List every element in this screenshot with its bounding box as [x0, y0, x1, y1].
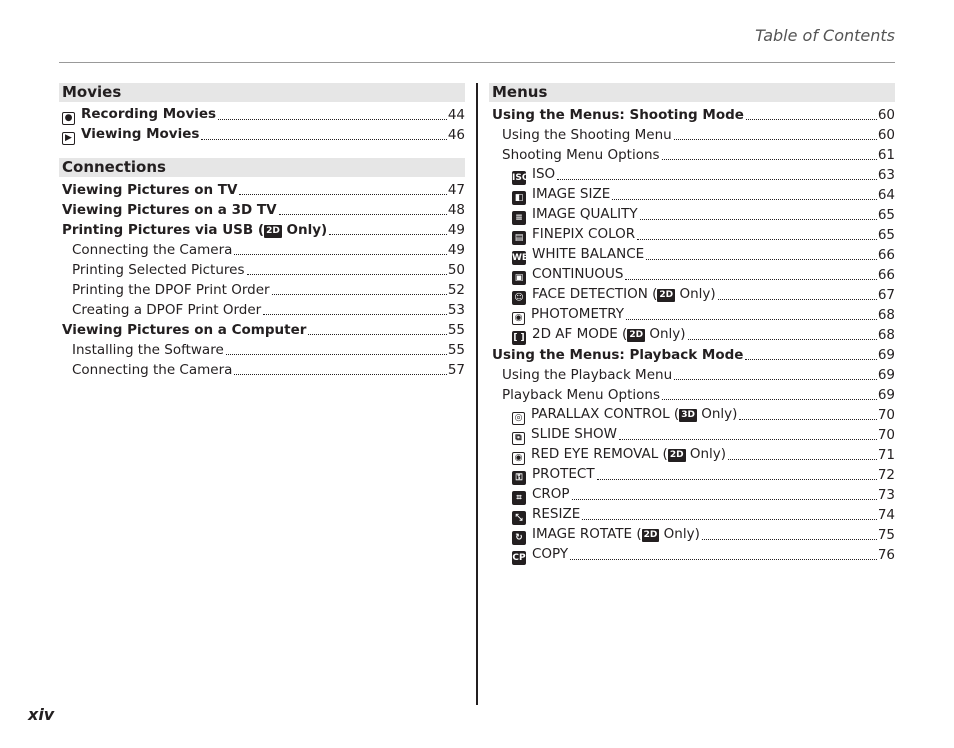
- movie-camera-icon: ●: [62, 112, 75, 125]
- toc-entry[interactable]: Using the Menus: Playback Mode 69: [492, 347, 895, 363]
- toc-entry[interactable]: Creating a DPOF Print Order 53: [72, 302, 465, 318]
- finepix-color-icon: ▤: [512, 231, 526, 245]
- section-title-connections: Connections: [59, 158, 465, 177]
- face-detection-icon: ☺: [512, 291, 526, 305]
- toc-entry[interactable]: CP COPY 76: [512, 546, 895, 563]
- section-title-movies: Movies: [59, 83, 465, 102]
- toc-page-number: 46: [447, 127, 465, 143]
- toc-entry[interactable]: Shooting Menu Options 61: [502, 147, 895, 163]
- header-rule: [59, 62, 895, 63]
- toc-entry[interactable]: ◎ PARALLAX CONTROL ( 3D Only) 70: [489, 405, 895, 425]
- section-title-menus: Menus: [489, 83, 895, 102]
- toc-entry[interactable]: Using the Playback Menu 69: [502, 367, 895, 383]
- image-quality-icon: ≡: [512, 211, 526, 225]
- toc-entry[interactable]: Viewing Pictures on a 3D TV 48: [62, 202, 465, 218]
- column-divider: [476, 83, 478, 705]
- 3d-badge-icon: 3D: [681, 410, 695, 420]
- toc-entry[interactable]: Using the Shooting Menu 60: [502, 127, 895, 143]
- iso-icon: ISO: [512, 173, 530, 183]
- continuous-icon: ▣: [512, 271, 526, 285]
- toc-entry[interactable]: ▤ FINEPIX COLOR 65: [489, 225, 895, 245]
- red-eye-removal-icon: ◉: [512, 452, 525, 465]
- toc-entry[interactable]: ▣ CONTINUOUS 66: [489, 265, 895, 285]
- 2d-badge-icon: 2D: [266, 226, 280, 236]
- left-column: [59, 83, 465, 380]
- play-icon: ▶: [62, 132, 75, 145]
- toc-entry[interactable]: ⤡ RESIZE 74: [489, 505, 895, 525]
- toc-entry[interactable]: ▶ Viewing Movies 46: [59, 125, 465, 145]
- white-balance-icon: WB: [512, 253, 529, 263]
- toc-entry[interactable]: WB WHITE BALANCE 66: [512, 246, 895, 263]
- slide-show-icon: ⧉: [512, 432, 525, 445]
- crop-icon: ⌗: [512, 491, 526, 505]
- 2d-badge-icon: 2D: [629, 330, 644, 340]
- protect-icon: ⚿: [512, 471, 526, 485]
- toc-entry[interactable]: Installing the Software 55: [72, 342, 465, 358]
- photometry-icon: ◉: [512, 312, 525, 325]
- toc-entry[interactable]: Printing Pictures via USB ( 2D Only) 49: [62, 222, 465, 238]
- toc-entry[interactable]: ⚿ PROTECT 72: [489, 465, 895, 485]
- toc-entry[interactable]: Using the Menus: Shooting Mode 60: [492, 107, 895, 123]
- copy-icon: CP: [512, 553, 526, 563]
- toc-entry[interactable]: ◉ RED EYE REMOVAL ( 2D Only) 71: [489, 445, 895, 465]
- page-number: xiv: [28, 705, 55, 724]
- toc-entry[interactable]: ISO ISO 63: [512, 166, 895, 183]
- toc-entry[interactable]: ≡ IMAGE QUALITY 65: [489, 205, 895, 225]
- 2d-badge-icon: 2D: [669, 450, 684, 460]
- 2d-badge-icon: 2D: [643, 530, 658, 540]
- toc-page-number: 44: [447, 107, 465, 123]
- toc-entry[interactable]: Printing the DPOF Print Order 52: [72, 282, 465, 298]
- toc-entry[interactable]: ↻ IMAGE ROTATE ( 2D Only) 75: [489, 525, 895, 545]
- toc-entry[interactable]: Viewing Pictures on TV 47: [62, 182, 465, 198]
- resize-icon: ⤡: [512, 511, 526, 525]
- header-title: Table of Contents: [755, 26, 895, 45]
- image-rotate-icon: ↻: [512, 531, 526, 545]
- toc-entry[interactable]: Printing Selected Pictures 50: [72, 262, 465, 278]
- af-mode-icon: [ ]: [513, 333, 525, 343]
- toc-entry[interactable]: Playback Menu Options 69: [502, 387, 895, 403]
- toc-entry[interactable]: [ ] 2D AF MODE ( 2D Only) 68: [513, 326, 895, 343]
- toc-entry[interactable]: ⌗ CROP 73: [489, 485, 895, 505]
- toc-entry[interactable]: ◉ PHOTOMETRY 68: [489, 305, 895, 325]
- image-size-icon: ◧: [512, 191, 526, 205]
- right-column: [489, 83, 895, 565]
- toc-entry[interactable]: ⧉ SLIDE SHOW 70: [489, 425, 895, 445]
- toc-entry[interactable]: Connecting the Camera 57: [72, 362, 465, 378]
- toc-entry[interactable]: ◧ IMAGE SIZE 64: [489, 185, 895, 205]
- toc-entry[interactable]: ● Recording Movies 44: [59, 105, 465, 125]
- toc-entry[interactable]: ☺ FACE DETECTION ( 2D Only) 67: [489, 285, 895, 305]
- parallax-control-icon: ◎: [512, 412, 525, 425]
- toc-entry[interactable]: Connecting the Camera 49: [72, 242, 465, 258]
- 2d-badge-icon: 2D: [659, 290, 674, 300]
- toc-entry[interactable]: Viewing Pictures on a Computer 55: [62, 322, 465, 338]
